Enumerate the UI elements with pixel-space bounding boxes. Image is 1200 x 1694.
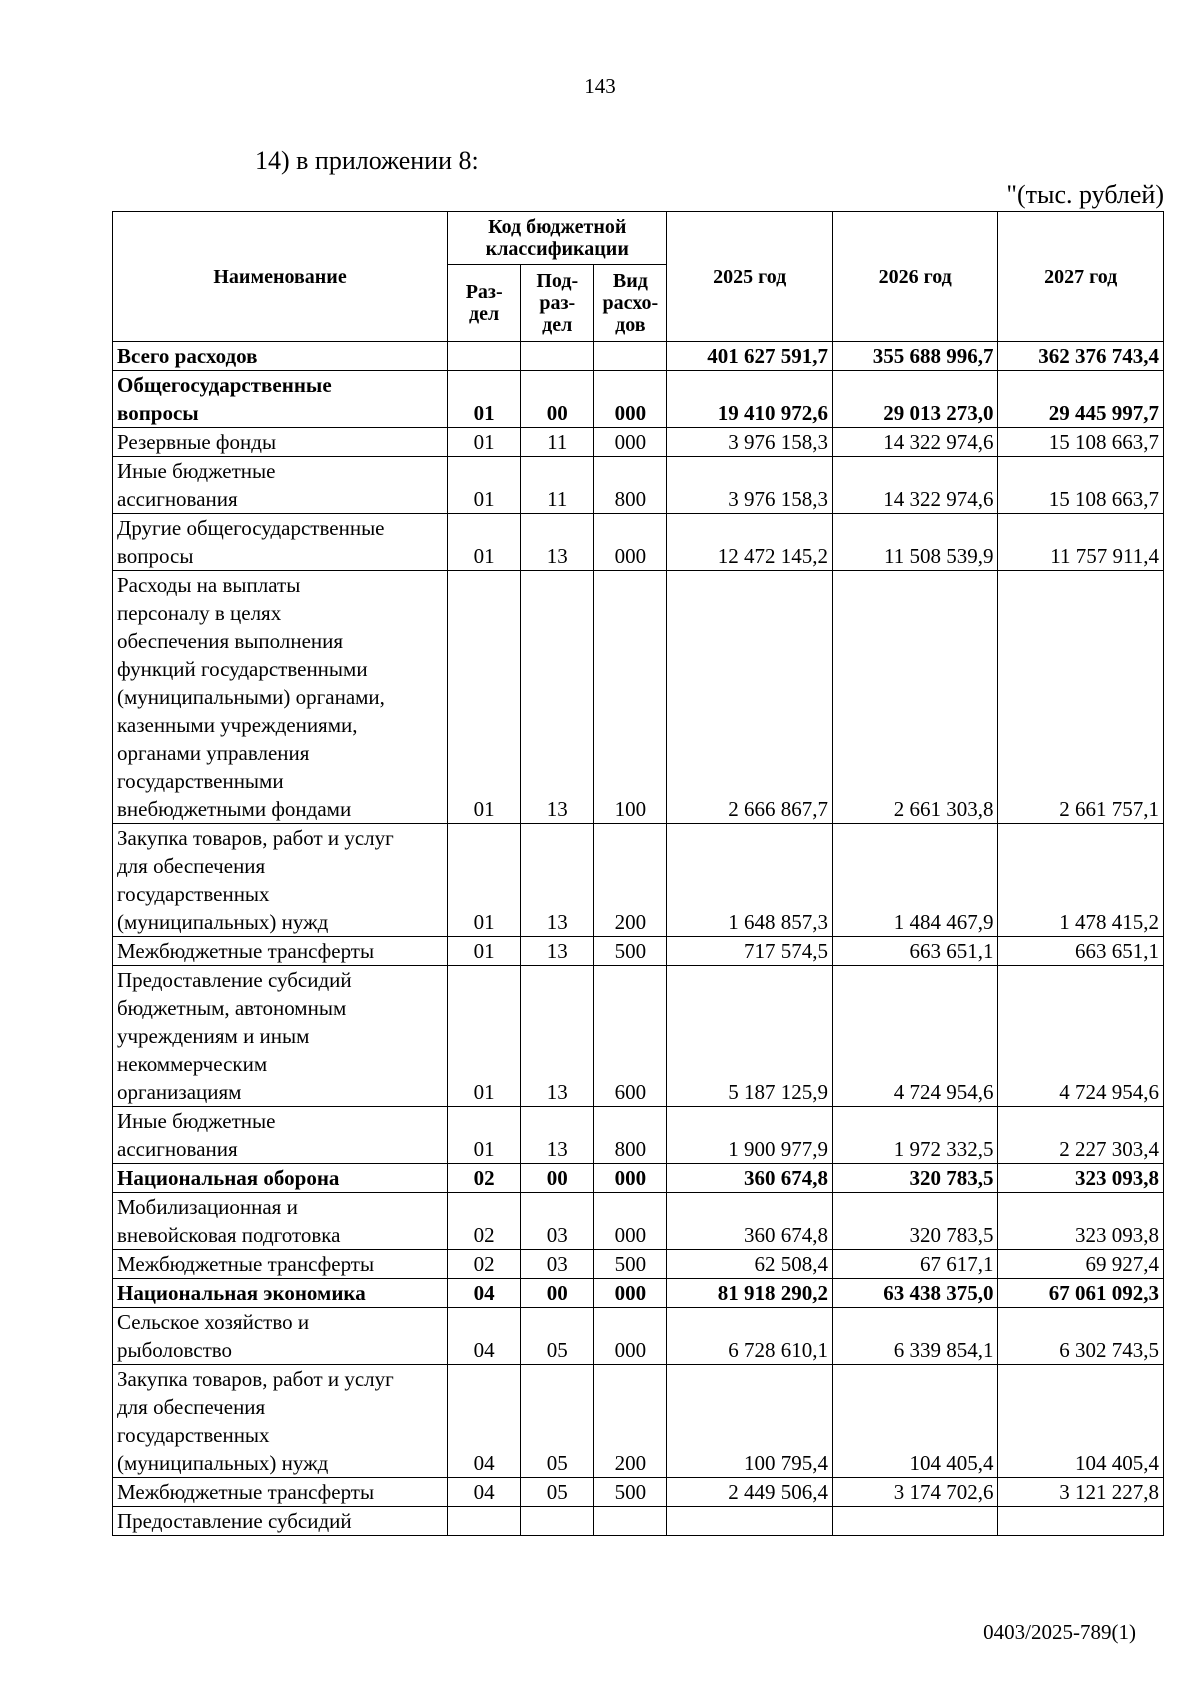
row-2026: 4 724 954,6 <box>832 966 998 1107</box>
row-razdel: 02 <box>448 1164 521 1193</box>
row-razdel: 01 <box>448 937 521 966</box>
row-name: Расходы на выплаты персоналу в целях обеспечения выполнения функций государственными (муниципальными) органами, казенными учреждениями, органами управления государственными внебюджетными фондами <box>113 571 448 824</box>
row-name: Межбюджетные трансферты <box>113 1478 448 1507</box>
row-2027: 323 093,8 <box>998 1164 1164 1193</box>
table-row <box>113 937 1164 966</box>
table-row <box>113 457 1164 514</box>
row-razdel: 01 <box>448 514 521 571</box>
row-2027: 6 302 743,5 <box>998 1308 1164 1365</box>
row-name: Закупка товаров, работ и услуг для обеспечения государственных (муниципальных) нужд <box>113 1365 448 1478</box>
row-razdel: 01 <box>448 371 521 428</box>
row-2027: 15 108 663,7 <box>998 428 1164 457</box>
row-2027: 663 651,1 <box>998 937 1164 966</box>
footer-code: 0403/2025-789(1) <box>983 1620 1136 1644</box>
table-row <box>113 1478 1164 1507</box>
row-2026: 14 322 974,6 <box>832 457 998 514</box>
row-2025: 360 674,8 <box>667 1193 833 1250</box>
row-2027: 67 061 092,3 <box>998 1279 1164 1308</box>
row-podrazdel: 13 <box>521 937 594 966</box>
row-name: Общегосударственные вопросы <box>113 371 448 428</box>
row-vid: 100 <box>594 571 667 824</box>
units-label: "(тыс. рублей) <box>1006 180 1164 209</box>
row-2026: 3 174 702,6 <box>832 1478 998 1507</box>
row-razdel: 04 <box>448 1365 521 1478</box>
row-2027: 104 405,4 <box>998 1365 1164 1478</box>
table-row <box>113 371 1164 428</box>
row-name: Другие общегосударственные вопросы <box>113 514 448 571</box>
row-podrazdel: 13 <box>521 571 594 824</box>
row-podrazdel: 13 <box>521 966 594 1107</box>
row-name: Межбюджетные трансферты <box>113 937 448 966</box>
row-vid <box>594 1507 667 1536</box>
row-name: Закупка товаров, работ и услуг для обеспечения государственных (муниципальных) нужд <box>113 824 448 937</box>
row-2027: 15 108 663,7 <box>998 457 1164 514</box>
row-razdel: 02 <box>448 1250 521 1279</box>
row-name: Иные бюджетные ассигнования <box>113 1107 448 1164</box>
row-podrazdel <box>521 342 594 371</box>
table-row <box>113 571 1164 824</box>
table-row <box>113 1250 1164 1279</box>
row-vid: 500 <box>594 1250 667 1279</box>
row-2027: 3 121 227,8 <box>998 1478 1164 1507</box>
row-2025: 100 795,4 <box>667 1365 833 1478</box>
page-number: 143 <box>584 74 616 98</box>
table-body <box>113 342 1164 1536</box>
row-podrazdel: 03 <box>521 1193 594 1250</box>
table-row <box>113 1365 1164 1478</box>
table-row <box>113 514 1164 571</box>
row-2025: 5 187 125,9 <box>667 966 833 1107</box>
row-2026: 320 783,5 <box>832 1164 998 1193</box>
row-vid <box>594 342 667 371</box>
row-podrazdel: 11 <box>521 457 594 514</box>
row-podrazdel <box>521 1507 594 1536</box>
row-vid: 600 <box>594 966 667 1107</box>
row-2026: 355 688 996,7 <box>832 342 998 371</box>
row-razdel: 01 <box>448 428 521 457</box>
row-vid: 000 <box>594 514 667 571</box>
row-2025: 81 918 290,2 <box>667 1279 833 1308</box>
row-podrazdel: 11 <box>521 428 594 457</box>
table-row <box>113 1279 1164 1308</box>
row-vid: 800 <box>594 457 667 514</box>
row-vid: 000 <box>594 371 667 428</box>
row-2027: 69 927,4 <box>998 1250 1164 1279</box>
table-row <box>113 428 1164 457</box>
row-razdel: 01 <box>448 966 521 1107</box>
row-2027: 323 093,8 <box>998 1193 1164 1250</box>
row-razdel: 04 <box>448 1308 521 1365</box>
row-2025: 3 976 158,3 <box>667 428 833 457</box>
row-razdel: 02 <box>448 1193 521 1250</box>
row-2025: 12 472 145,2 <box>667 514 833 571</box>
row-podrazdel: 03 <box>521 1250 594 1279</box>
row-2025: 62 508,4 <box>667 1250 833 1279</box>
row-2027: 29 445 997,7 <box>998 371 1164 428</box>
row-name: Национальная оборона <box>113 1164 448 1193</box>
row-2026: 29 013 273,0 <box>832 371 998 428</box>
row-2025: 401 627 591,7 <box>667 342 833 371</box>
row-2026: 320 783,5 <box>832 1193 998 1250</box>
row-vid: 200 <box>594 1365 667 1478</box>
row-2026: 2 661 303,8 <box>832 571 998 824</box>
row-podrazdel: 05 <box>521 1478 594 1507</box>
row-2027: 11 757 911,4 <box>998 514 1164 571</box>
row-2026: 663 651,1 <box>832 937 998 966</box>
row-podrazdel: 13 <box>521 824 594 937</box>
row-2026: 1 484 467,9 <box>832 824 998 937</box>
row-2025: 19 410 972,6 <box>667 371 833 428</box>
row-razdel: 01 <box>448 571 521 824</box>
row-vid: 000 <box>594 1308 667 1365</box>
budget-table <box>112 211 1164 1536</box>
table-row <box>113 1164 1164 1193</box>
row-razdel: 01 <box>448 824 521 937</box>
row-vid: 000 <box>594 1279 667 1308</box>
table-header <box>113 212 1164 342</box>
table-row <box>113 824 1164 937</box>
row-2026: 67 617,1 <box>832 1250 998 1279</box>
table-row <box>113 1507 1164 1536</box>
row-name: Резервные фонды <box>113 428 448 457</box>
row-2026: 14 322 974,6 <box>832 428 998 457</box>
row-podrazdel: 00 <box>521 371 594 428</box>
row-podrazdel: 05 <box>521 1365 594 1478</box>
row-podrazdel: 00 <box>521 1164 594 1193</box>
row-2027: 2 227 303,4 <box>998 1107 1164 1164</box>
row-vid: 000 <box>594 1193 667 1250</box>
row-2025: 1 900 977,9 <box>667 1107 833 1164</box>
row-2026: 6 339 854,1 <box>832 1308 998 1365</box>
row-2027 <box>998 1507 1164 1536</box>
row-razdel: 04 <box>448 1279 521 1308</box>
table-row <box>113 1107 1164 1164</box>
row-2026: 11 508 539,9 <box>832 514 998 571</box>
row-podrazdel: 00 <box>521 1279 594 1308</box>
row-razdel: 01 <box>448 457 521 514</box>
row-vid: 500 <box>594 937 667 966</box>
row-2027: 362 376 743,4 <box>998 342 1164 371</box>
row-name: Всего расходов <box>113 342 448 371</box>
header-code-group: Код бюджетной классификации <box>448 212 667 265</box>
row-name: Сельское хозяйство и рыболовство <box>113 1308 448 1365</box>
row-name: Иные бюджетные ассигнования <box>113 457 448 514</box>
row-name: Предоставление субсидий бюджетным, автономным учреждениям и иным некоммерческим организациям <box>113 966 448 1107</box>
row-vid: 500 <box>594 1478 667 1507</box>
row-2025: 1 648 857,3 <box>667 824 833 937</box>
row-2025: 6 728 610,1 <box>667 1308 833 1365</box>
row-2026: 104 405,4 <box>832 1365 998 1478</box>
row-2025: 3 976 158,3 <box>667 457 833 514</box>
header-2027: 2027 год <box>998 212 1164 342</box>
header-name: Наименование <box>113 212 448 342</box>
row-name: Национальная экономика <box>113 1279 448 1308</box>
row-podrazdel: 05 <box>521 1308 594 1365</box>
row-vid: 800 <box>594 1107 667 1164</box>
row-razdel <box>448 1507 521 1536</box>
row-2025: 2 449 506,4 <box>667 1478 833 1507</box>
table-row <box>113 1308 1164 1365</box>
row-2025: 717 574,5 <box>667 937 833 966</box>
header-2026: 2026 год <box>832 212 998 342</box>
row-vid: 200 <box>594 824 667 937</box>
row-2025: 2 666 867,7 <box>667 571 833 824</box>
table-row <box>113 342 1164 371</box>
row-razdel <box>448 342 521 371</box>
row-name: Мобилизационная и вневойсковая подготовка <box>113 1193 448 1250</box>
row-razdel: 04 <box>448 1478 521 1507</box>
row-razdel: 01 <box>448 1107 521 1164</box>
header-vid-rashodov: Вид расхо- дов <box>594 265 667 342</box>
row-2025: 360 674,8 <box>667 1164 833 1193</box>
row-2025 <box>667 1507 833 1536</box>
row-vid: 000 <box>594 428 667 457</box>
row-2027: 1 478 415,2 <box>998 824 1164 937</box>
row-podrazdel: 13 <box>521 1107 594 1164</box>
header-2025: 2025 год <box>667 212 833 342</box>
row-2026 <box>832 1507 998 1536</box>
row-2027: 2 661 757,1 <box>998 571 1164 824</box>
table-row <box>113 966 1164 1107</box>
table-row <box>113 1193 1164 1250</box>
row-name: Межбюджетные трансферты <box>113 1250 448 1279</box>
header-razdel: Раз- дел <box>448 265 521 342</box>
intro-text: 14) в приложении 8: <box>255 146 479 175</box>
row-2026: 1 972 332,5 <box>832 1107 998 1164</box>
row-podrazdel: 13 <box>521 514 594 571</box>
row-2027: 4 724 954,6 <box>998 966 1164 1107</box>
row-vid: 000 <box>594 1164 667 1193</box>
row-name: Предоставление субсидий <box>113 1507 448 1536</box>
header-podrazdel: Под- раз- дел <box>521 265 594 342</box>
row-2026: 63 438 375,0 <box>832 1279 998 1308</box>
